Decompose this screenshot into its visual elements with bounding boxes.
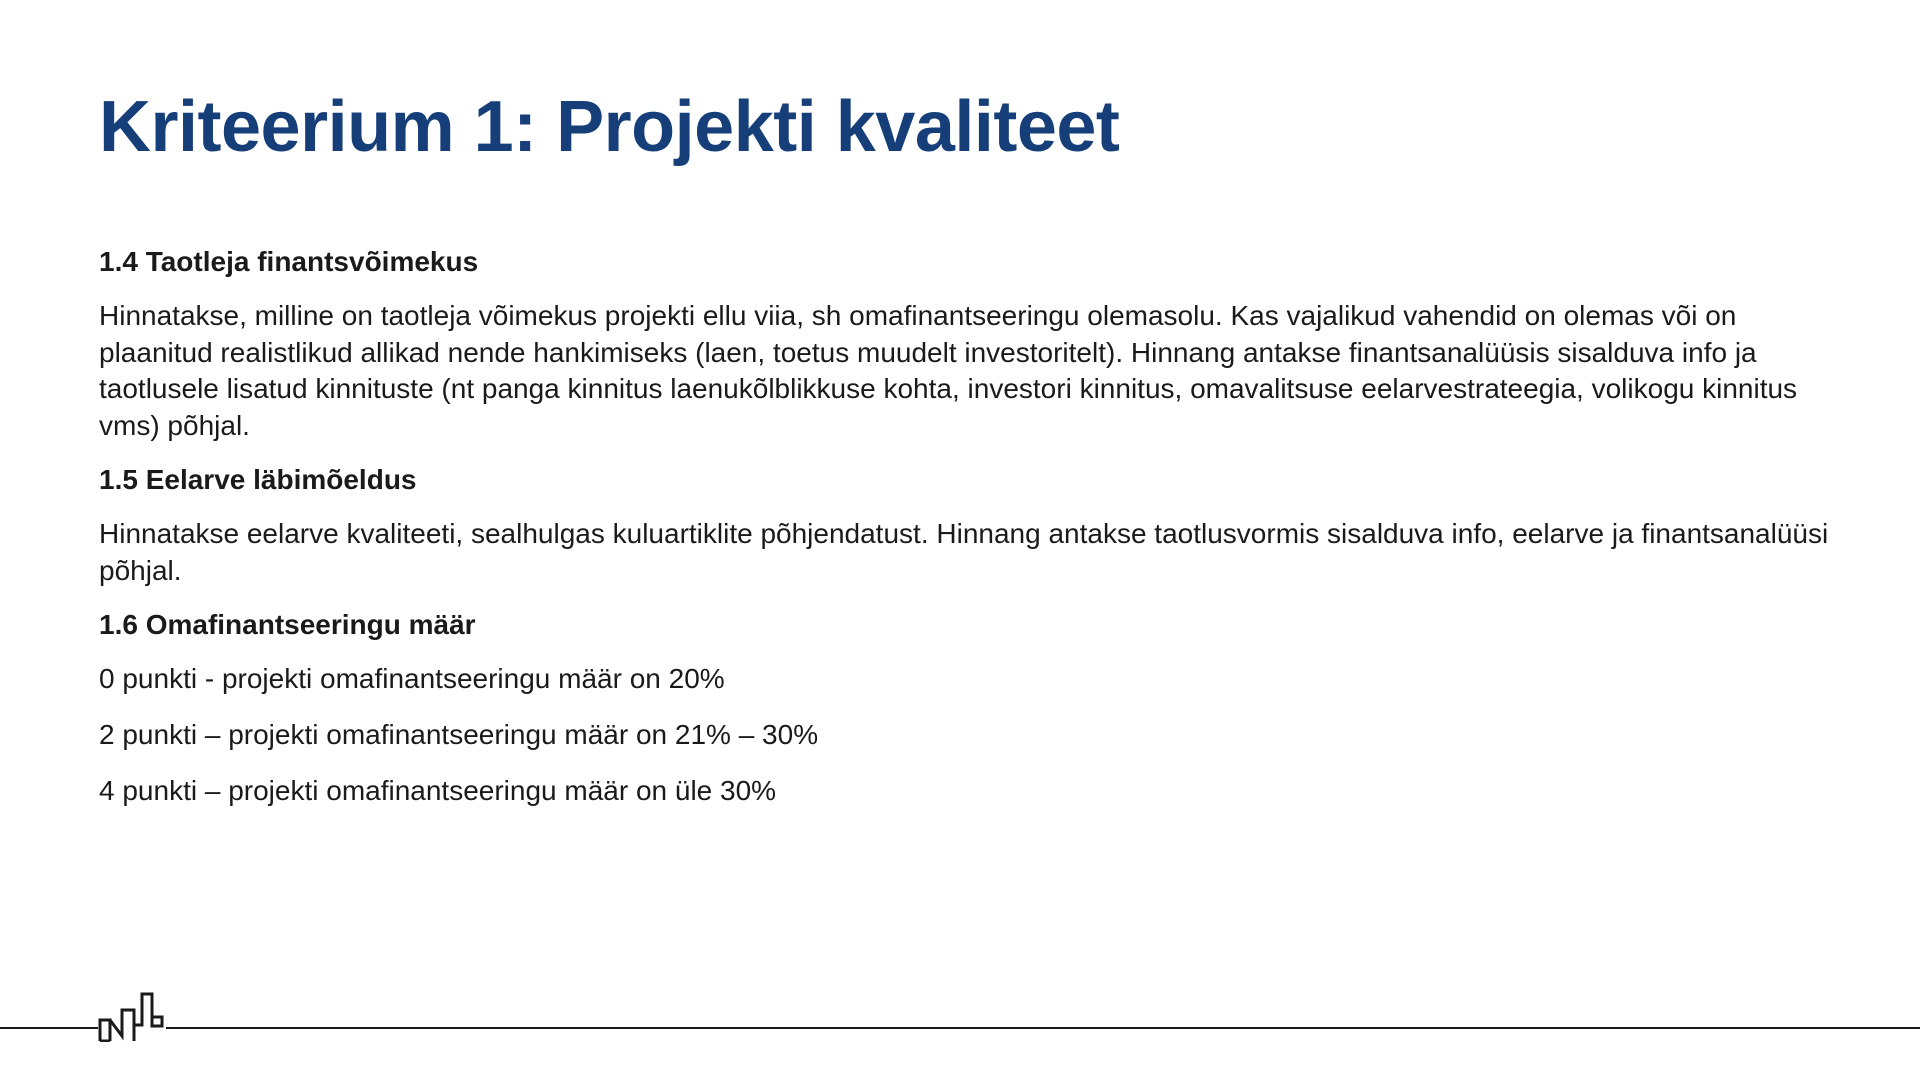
slide-content bbox=[99, 244, 1839, 829]
section-self-financing-rate bbox=[99, 607, 1839, 809]
score-line: 0 punkti - projekti omafinantseeringu määr on 20% bbox=[99, 663, 725, 694]
footer-divider bbox=[0, 1027, 1920, 1029]
section-budget-thoroughness bbox=[99, 462, 1839, 589]
section-heading: 1.5 Eelarve läbimõeldus bbox=[99, 464, 417, 495]
section-paragraph: Hinnatakse eelarve kvaliteeti, sealhulgas kuluartiklite põhjendatust. Hinnang antakse taotlusvormis sisalduva info, eelarve ja finantsanalüüsi põhjal. bbox=[99, 518, 1829, 586]
slide-title: Kriteerium 1: Projekti kvaliteet bbox=[99, 87, 1120, 167]
section-financial-capacity bbox=[99, 244, 1839, 444]
section-paragraph: Hinnatakse, milline on taotleja võimekus projekti ellu viia, sh omafinantseeringu olemasolu. Kas vajalikud vahendid on olemas või on plaanitud realistlikud allikad nende hankimiseks (laen, toetus muudelt investoritelt). Hinnang antakse finantsanalüüsis sisalduva info ja taotlusele lisatud kinnituste (nt panga kinnitus laenukõlblikkuse kohta, investori kinnitus, omavalitsuse eelarvestrateegia, volikogu kinnitus vms) põhjal. bbox=[99, 300, 1798, 441]
section-heading: 1.6 Omafinantseeringu määr bbox=[99, 609, 476, 640]
buildings-logo-icon bbox=[98, 990, 166, 1042]
section-heading: 1.4 Taotleja finantsvõimekus bbox=[99, 246, 479, 277]
score-line: 2 punkti – projekti omafinantseeringu määr on 21% – 30% bbox=[99, 719, 819, 750]
score-line: 4 punkti – projekti omafinantseeringu määr on üle 30% bbox=[99, 775, 777, 806]
